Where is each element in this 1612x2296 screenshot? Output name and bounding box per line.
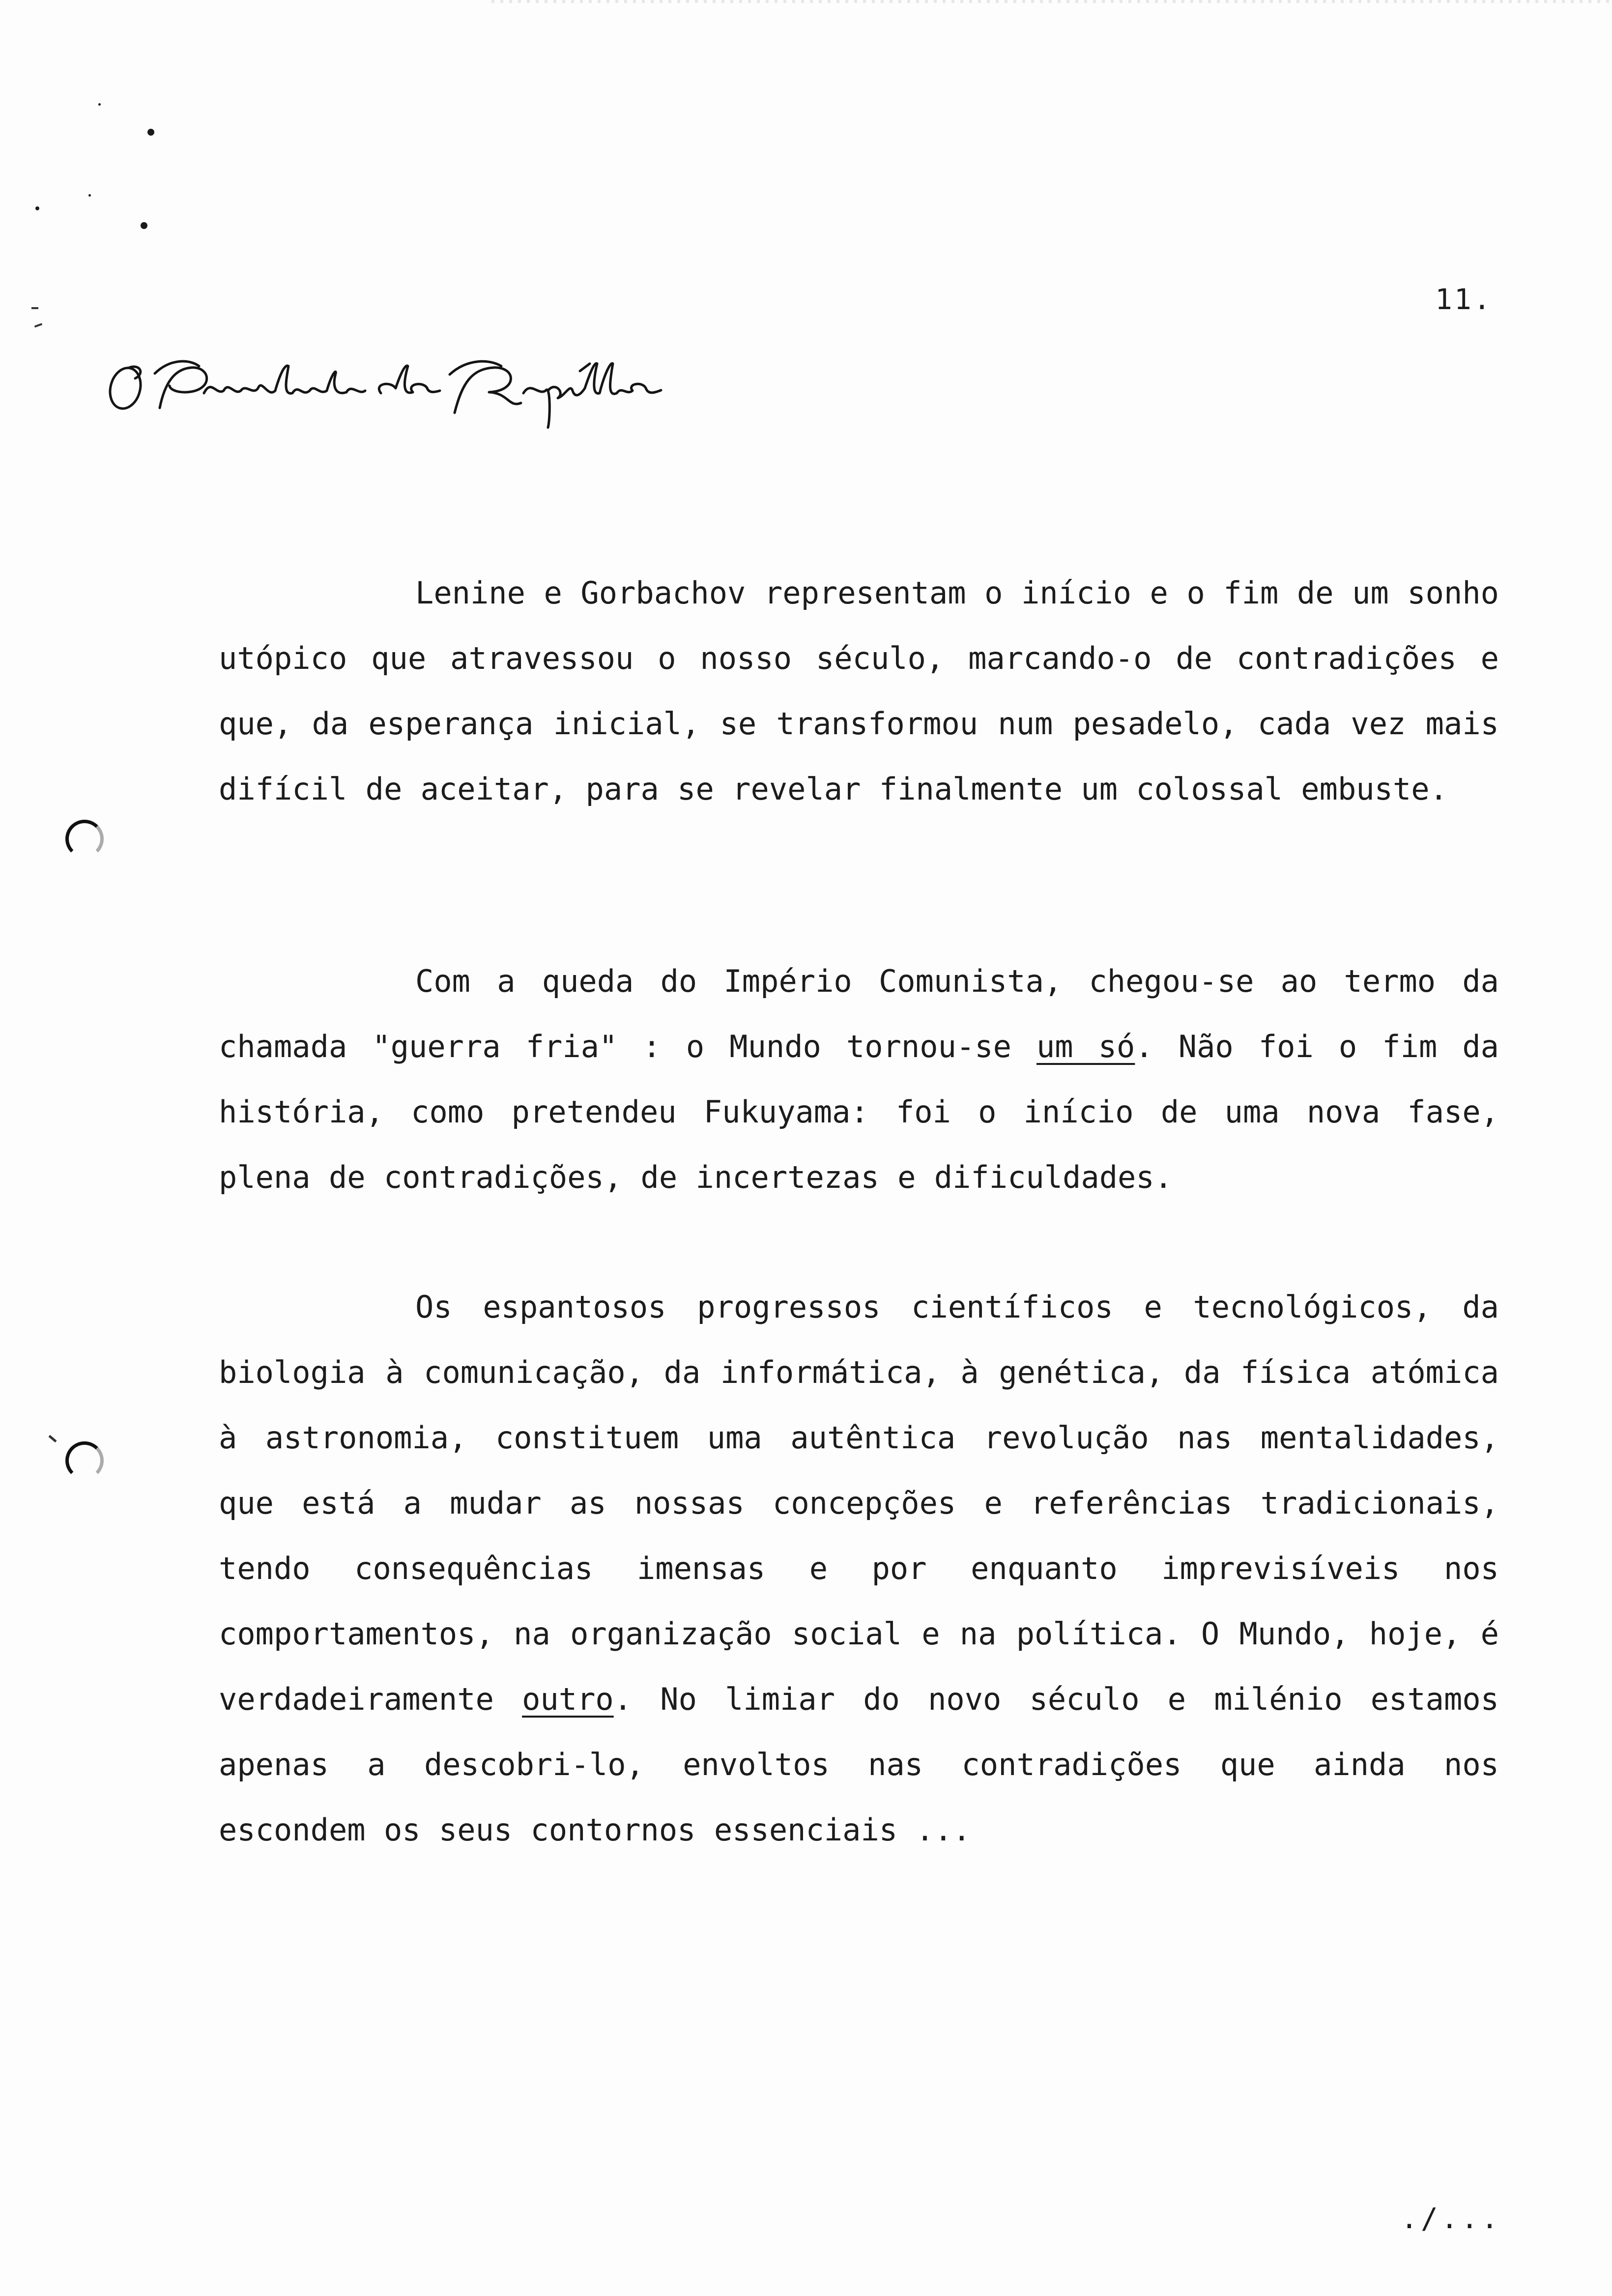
paragraph-2-text-b: . Não foi o fim da história, como pretendeu Fukuyama: foi o início de uma nova fase, plena de contradições, de incertezas e dificuldades. <box>219 1029 1499 1195</box>
paragraph-3-text-a: Os espantosos progressos científicos e tecnológicos, da biologia à comunicação, da informática, à genética, da física atómica à astronomia, constituem uma autêntica revolução nas mentalidades, que está a mudar as nossas concepções e referências tradicionais, tendo consequências imensas e por enquanto imprevisíveis nos comportamentos, na organização social e na política. O Mundo, hoje, é verdadeiramente <box>219 1289 1499 1717</box>
scan-speck <box>35 206 39 210</box>
paragraph-3 <box>219 1274 1499 1863</box>
letterhead-signature <box>106 344 695 437</box>
scan-speck <box>88 194 91 197</box>
paragraph-1 <box>219 560 1499 822</box>
page-number: 11. <box>1435 283 1493 316</box>
scan-mark <box>34 323 42 327</box>
paragraph-2-text-a: Com a queda do Império Comunista, chegou-se ao termo da chamada "guerra fria" : o Mundo tornou-se <box>219 963 1499 1064</box>
paragraph-1-text: Lenine e Gorbachov representam o início e o fim de um sonho utópico que atravessou o nosso século, marcando-o de contradições e que, da esperança inicial, se transformou num pesadelo, cada vez mais difícil de aceitar, para se revelar finalmente um colossal embuste. <box>219 575 1499 807</box>
underlined-word-outro: outro <box>522 1681 614 1717</box>
scan-edge-noise <box>491 0 1612 3</box>
underlined-phrase-um-so: um só <box>1036 1029 1135 1064</box>
binder-hole <box>65 820 104 858</box>
scan-mark <box>48 1435 57 1442</box>
scan-speck <box>141 222 147 229</box>
letterhead-script-logo <box>106 344 695 437</box>
scan-speck <box>147 129 154 136</box>
paragraph-3-text-b: . No limiar do novo século e milénio estamos apenas a descobri-lo, envoltos nas contradições que ainda nos escondem os seus contornos essenciais ... <box>219 1681 1499 1848</box>
scan-speck <box>98 103 101 106</box>
continuation-mark: ./... <box>1401 2202 1501 2235</box>
binder-hole <box>65 1441 104 1480</box>
scan-mark <box>31 307 38 309</box>
paragraph-2 <box>219 948 1499 1210</box>
